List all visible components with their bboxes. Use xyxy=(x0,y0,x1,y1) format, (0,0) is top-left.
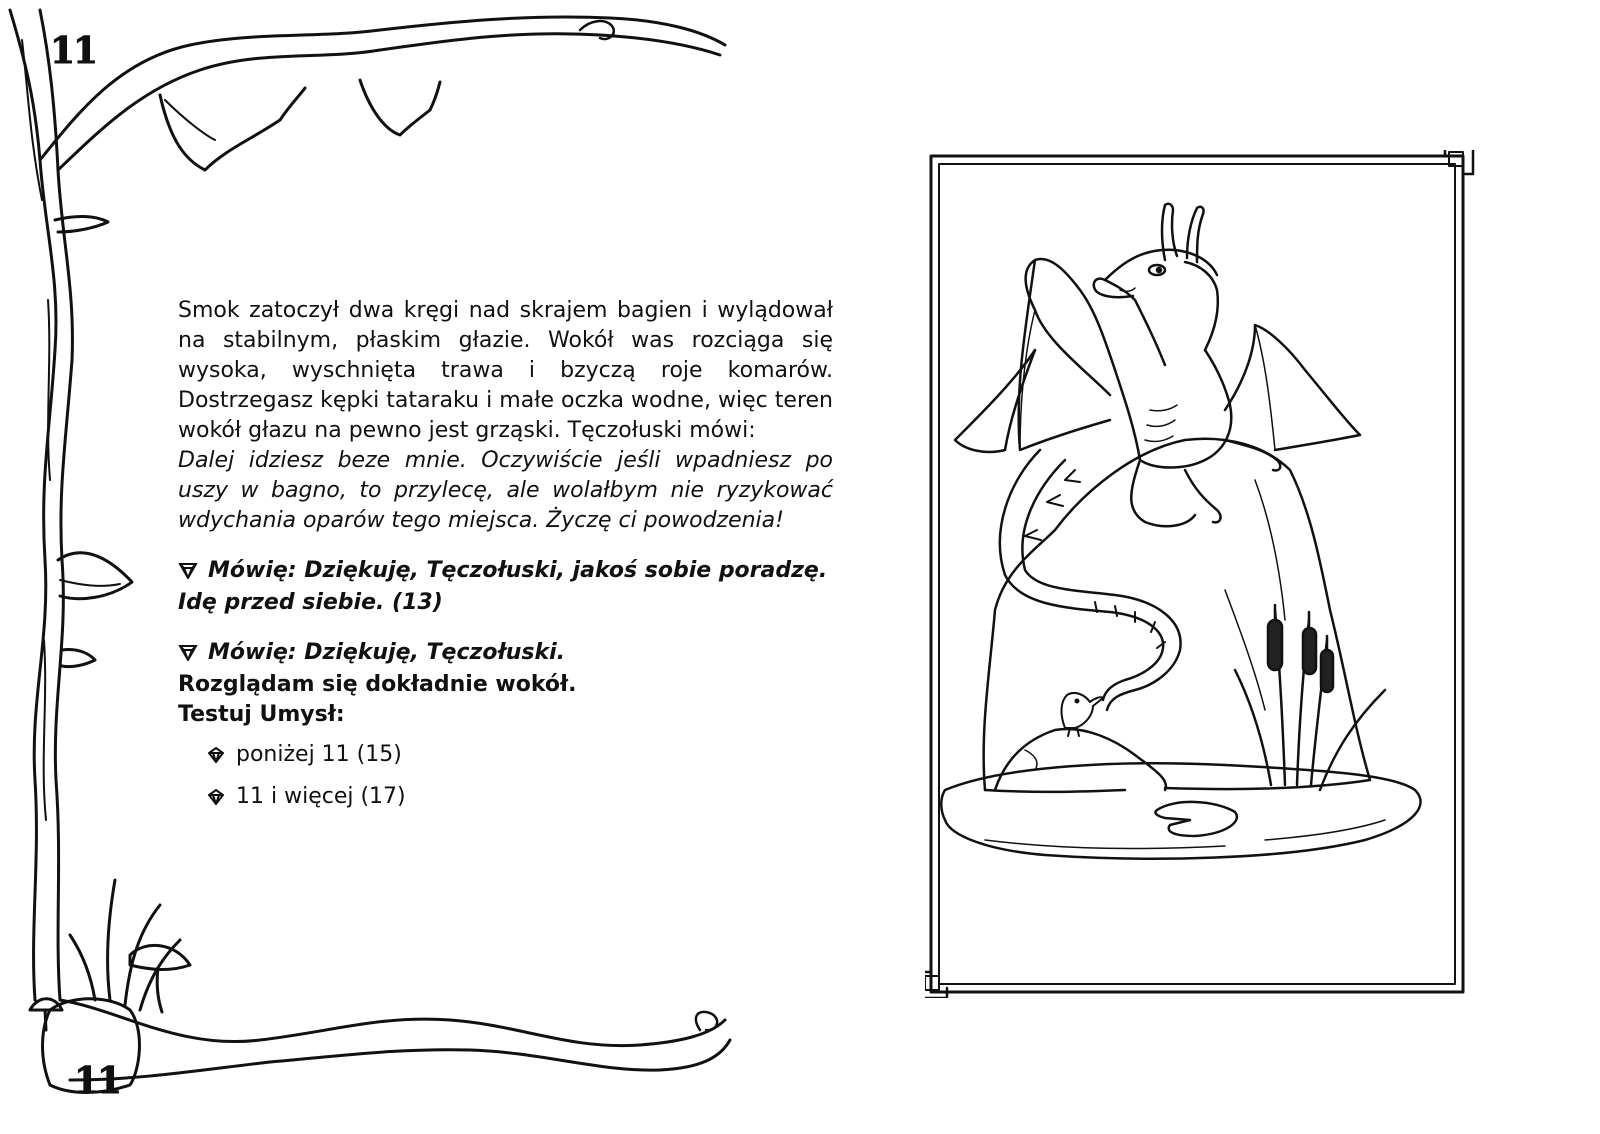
page-number-bottom: 11 xyxy=(74,1060,121,1102)
page-number-top: 11 xyxy=(50,30,97,72)
choice-2-test: Testuj Umysł: xyxy=(178,702,345,727)
choice-2-speech: Mówię: Dziękuję, Tęczołuski. xyxy=(208,640,565,665)
gem-icon xyxy=(178,640,200,670)
outcome-2-text: 11 i więcej (17) xyxy=(236,784,406,809)
gem-icon xyxy=(178,558,200,588)
outcome-option-2[interactable] xyxy=(208,782,833,814)
choice-option-1[interactable] xyxy=(178,556,833,618)
dragon-on-rock-illustration xyxy=(925,150,1475,998)
narration-paragraph: Smok zatoczył dwa kręgi nad skrajem bagien i wylądował na stabilnym, płaskim głazie. Wokół was rozciąga się wysoka, wyschnięta trawa i bzyczą roje komarów. Dostrzegasz kępki tataraku i małe oczka wodne, więc teren wokół głazu na pewno jest grząski. Tęczołuski mówi: xyxy=(178,298,833,443)
small-gem-icon xyxy=(208,784,228,814)
story-section xyxy=(178,296,833,814)
small-gem-icon xyxy=(208,742,228,772)
choice-2-action: Rozglądam się dokładnie wokół. xyxy=(178,672,577,697)
cattails xyxy=(1235,605,1385,790)
dragon-tail xyxy=(1000,450,1181,710)
dialogue-paragraph: Dalej idziesz beze mnie. Oczywiście jeśli wpadniesz po uszy w bagno, to przylecę, ale wolałbym nie ryzykować wdychania oparów tego miejsca. Życzę ci powodzenia! xyxy=(178,448,833,533)
choice-1-text: Mówię: Dziękuję, Tęczołuski, jakoś sobie poradzę. Idę przed siebie. (13) xyxy=(178,558,828,615)
illustration-frame xyxy=(925,150,1473,998)
small-rock xyxy=(995,729,1166,790)
choice-option-2[interactable] xyxy=(178,638,833,730)
rock xyxy=(984,439,1370,792)
dragon xyxy=(955,204,1360,648)
outcome-option-1[interactable] xyxy=(208,740,833,772)
outcome-1-text: poniżej 11 (15) xyxy=(236,742,402,767)
lily-pad xyxy=(1155,802,1236,836)
